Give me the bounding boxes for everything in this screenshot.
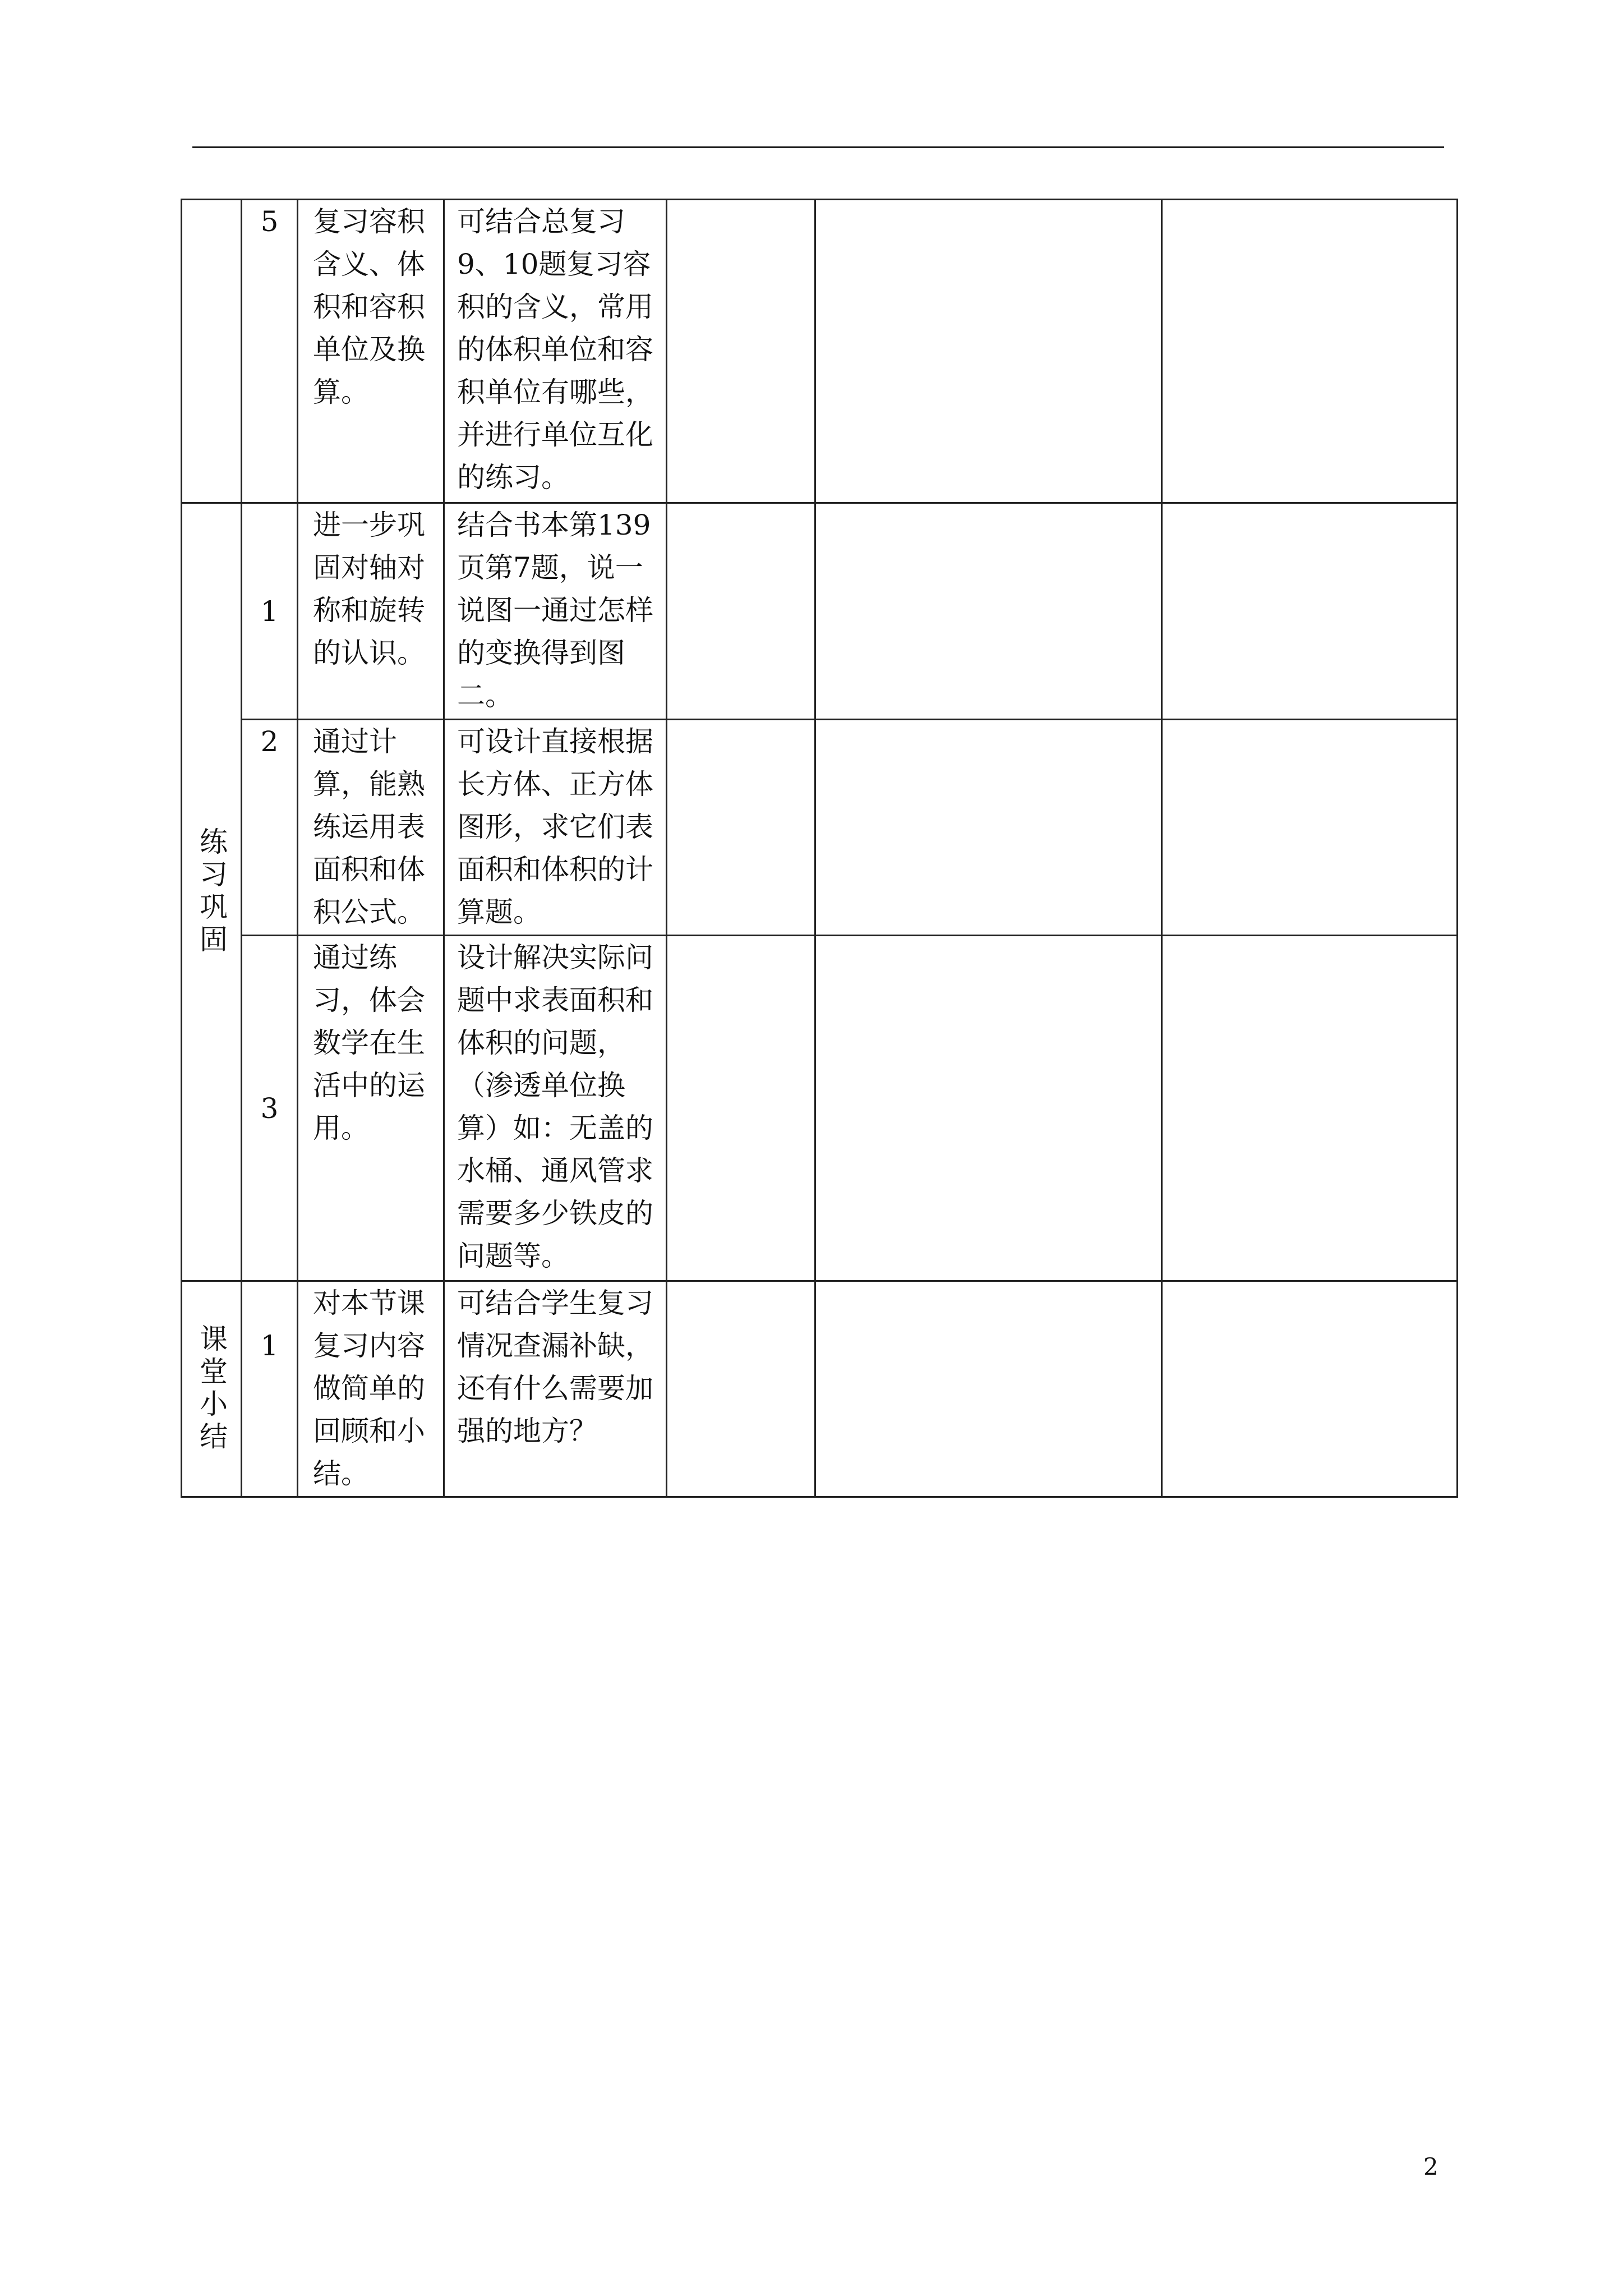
item-number — [242, 200, 298, 503]
table-row — [182, 1281, 1458, 1497]
empty-cell — [815, 200, 1162, 503]
item-number: 2 — [242, 720, 298, 936]
empty-cell — [815, 720, 1162, 936]
section-label-text: 课堂小结 — [195, 1324, 228, 1454]
method-cell: 可设计直接根据长方体、正方体图形，求它们表面积和体积的计算题。 — [444, 720, 667, 936]
goal-cell: 对本节课复习内容做简单的回顾和小结。 — [298, 1281, 444, 1497]
section-cell — [182, 200, 242, 503]
section-label-summary — [182, 1281, 242, 1497]
method-cell: 设计解决实际问题中求表面积和体积的问题，（渗透单位换算）如：无盖的水桶、通风管求需要多少铁皮的问题等。 — [444, 936, 667, 1281]
table-row — [182, 503, 1458, 720]
method-cell: 可结合学生复习情况查漏补缺，还有什么需要加强的地方？ — [444, 1281, 667, 1497]
empty-cell — [667, 720, 815, 936]
item-number — [242, 1281, 298, 1497]
page-number: 2 — [1423, 2153, 1438, 2180]
empty-cell — [1162, 720, 1458, 936]
empty-cell — [815, 503, 1162, 720]
lesson-plan-table — [181, 199, 1458, 1498]
item-number: 3 — [242, 936, 298, 1281]
item-number: 1 — [242, 503, 298, 720]
goal-cell: 进一步巩固对轴对称和旋转的认识。 — [298, 503, 444, 720]
empty-cell — [667, 1281, 815, 1497]
table-row — [182, 720, 1458, 936]
empty-cell — [1162, 200, 1458, 503]
empty-cell — [667, 503, 815, 720]
method-cell: 可结合总复习9、10题复习容积的含义，常用的体积单位和容积单位有哪些，并进行单位互化的练习。 — [444, 200, 667, 503]
item-number-text: 1 — [260, 1329, 279, 1362]
empty-cell — [1162, 936, 1458, 1281]
method-cell: 结合书本第139页第7题，说一说图一通过怎样的变换得到图二。 — [444, 503, 667, 720]
table-row — [182, 200, 1458, 503]
section-label-practice — [182, 503, 242, 1281]
empty-cell — [815, 936, 1162, 1281]
empty-cell — [1162, 503, 1458, 720]
item-number-text: 5 — [260, 205, 279, 238]
empty-cell — [667, 200, 815, 503]
section-label-text: 练习巩固 — [195, 827, 228, 957]
empty-cell — [815, 1281, 1162, 1497]
goal-cell: 通过练习，体会数学在生活中的运用。 — [298, 936, 444, 1281]
header-rule — [192, 146, 1444, 148]
goal-cell: 复习容积含义、体积和容积单位及换算。 — [298, 200, 444, 503]
table-row — [182, 936, 1458, 1281]
empty-cell — [667, 936, 815, 1281]
goal-cell: 通过计算，能熟练运用表面积和体积公式。 — [298, 720, 444, 936]
empty-cell — [1162, 1281, 1458, 1497]
